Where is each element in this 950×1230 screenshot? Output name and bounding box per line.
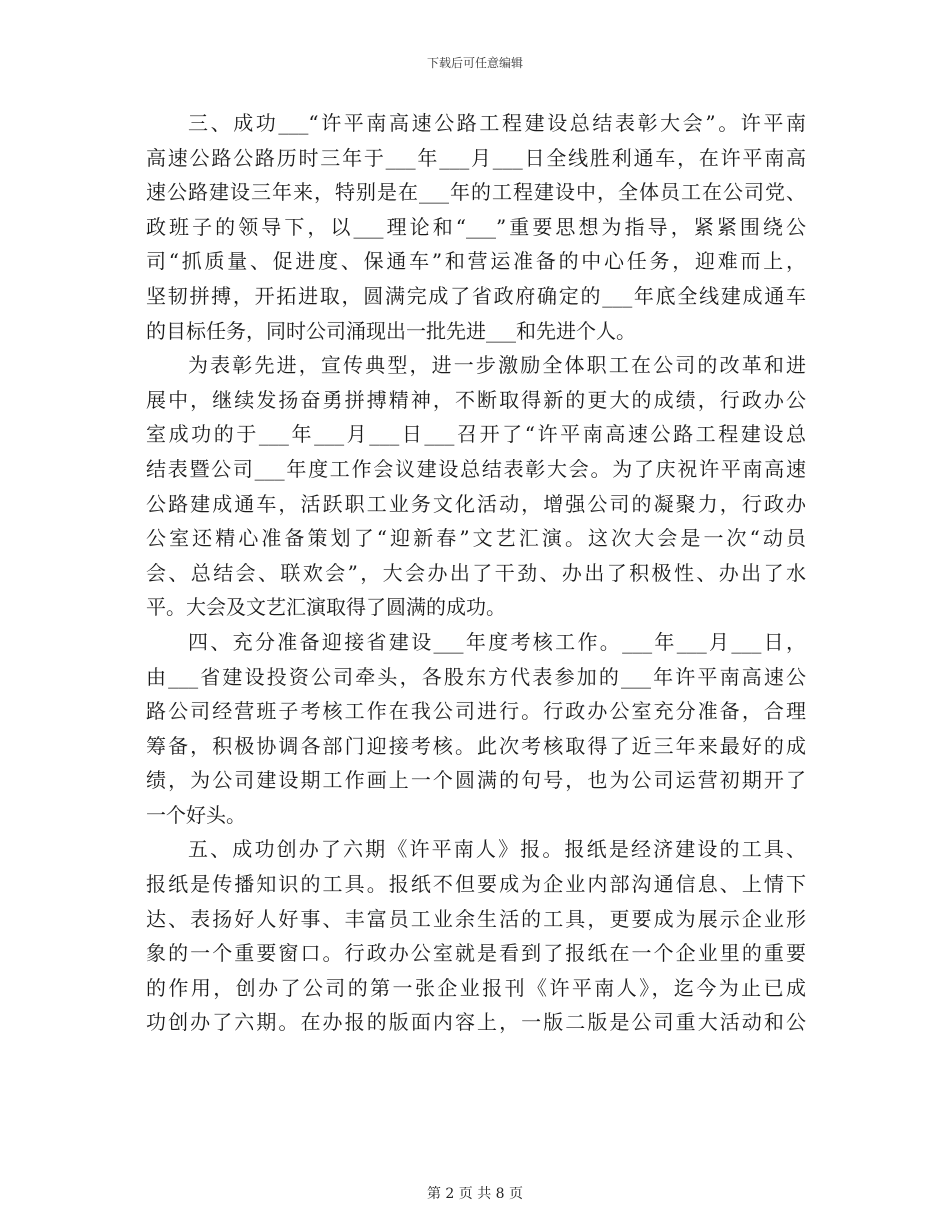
page-number: 第 2 页 共 8 页 xyxy=(426,1186,524,1202)
text-line: 路公司经营班子考核工作在我公司进行。行政办公室充分准备，合理 xyxy=(146,699,806,724)
paragraph-4 xyxy=(146,625,806,833)
text-line: 象的一个重要窗口。行政办公室就是看到了报纸在一个企业里的重要 xyxy=(146,941,806,966)
text-line: 速公路建设三年来，特别是在___年的工程建设中，全体员工在公司党、 xyxy=(146,180,806,205)
text-line: 报纸是传播知识的工具。报纸不但要成为企业内部沟通信息、上情下 xyxy=(146,872,806,897)
text-line: 达、表扬好人好事、丰富员工业余生活的工具，更要成为展示企业形 xyxy=(146,906,806,931)
text-line: 公室还精心准备策划了“迎新春”文艺汇演。这次大会是一次“动员 xyxy=(146,526,806,551)
text-line: 司“抓质量、促进度、保通车”和营运准备的中心任务，迎难而上， xyxy=(146,249,806,274)
text-line: 公路建成通车，活跃职工业务文化活动，增强公司的凝聚力，行政办 xyxy=(146,491,806,516)
text-line: 五、成功创办了六期《许平南人》报。报纸是经济建设的工具、 xyxy=(188,837,806,862)
text-line: 一个好头。 xyxy=(146,802,246,827)
text-line: 坚韧拼搏，开拓进取，圆满完成了省政府确定的___年底全线建成通车 xyxy=(146,283,806,308)
text-line: 平。大会及文艺汇演取得了圆满的成功。 xyxy=(146,595,506,620)
paragraph-3 xyxy=(146,106,806,348)
paragraph-commendation xyxy=(146,348,806,625)
text-line: 绩，为公司建设期工作画上一个圆满的句号，也为公司运营初期开了 xyxy=(146,768,806,793)
text-line: 的目标任务，同时公司涌现出一批先进___和先进个人。 xyxy=(146,318,636,343)
text-line: 为表彰先进，宣传典型，进一步激励全体职工在公司的改革和进 xyxy=(188,353,806,378)
text-line: 展中，继续发扬奋勇拼搏精神，不断取得新的更大的成绩，行政办公 xyxy=(146,387,806,412)
text-line: 高速公路公路历时三年于___年___月___日全线胜利通车，在许平南高 xyxy=(146,145,806,170)
text-line: 结表暨公司___年度工作会议建设总结表彰大会。为了庆祝许平南高速 xyxy=(146,456,806,481)
document-body xyxy=(146,106,806,1040)
text-line: 政班子的领导下，以___理论和“___”重要思想为指导，紧紧围绕公 xyxy=(146,214,806,239)
text-line: 四、充分准备迎接省建设___年度考核工作。___年___月___日， xyxy=(188,629,806,654)
paragraph-5 xyxy=(146,832,806,1040)
text-line: 筹备，积极协调各部门迎接考核。此次考核取得了近三年来最好的成 xyxy=(146,733,806,758)
text-line: 由___省建设投资公司牵头，各股东方代表参加的___年许平南高速公 xyxy=(146,664,806,689)
text-line: 会、总结会、联欢会”，大会办出了干劲、办出了积极性、办出了水 xyxy=(146,560,806,585)
page-header-note: 下载后可任意编辑 xyxy=(426,56,523,70)
text-line: 功创办了六期。在办报的版面内容上，一版二版是公司重大活动和公 xyxy=(146,1010,806,1035)
text-line: 的作用，创办了公司的第一张企业报刊《许平南人》，迄今为止已成 xyxy=(146,975,806,1000)
text-line: 室成功的于___年___月___日___召开了“许平南高速公路工程建设总 xyxy=(146,422,806,447)
text-line: 三、成功___“许平南高速公路工程建设总结表彰大会”。许平南 xyxy=(188,111,806,135)
